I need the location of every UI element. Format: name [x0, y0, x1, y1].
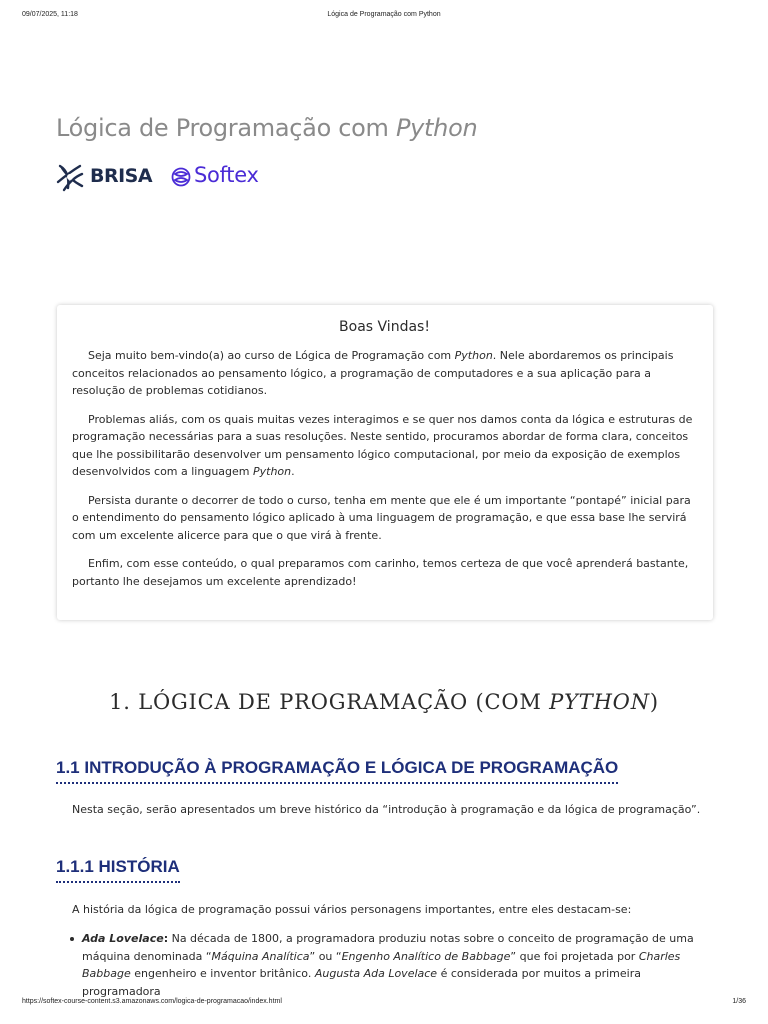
brisa-wordmark: BRISA — [90, 165, 153, 187]
history-bullet-list — [82, 930, 712, 1000]
course-title-prefix: Lógica de Programação com — [56, 114, 396, 142]
bullet-ada-lovelace — [82, 930, 712, 1000]
brisa-logo — [54, 160, 154, 194]
section-history-text: A história da lógica de programação possui vários personagens importantes, entre eles destacam-se: — [72, 903, 632, 916]
course-title — [56, 114, 477, 142]
welcome-paragraph-4: Enfim, com esse conteúdo, o qual preparamos com carinho, temos certeza de que você aprenderá bastante, portanto lhe desejamos um excelente aprendizado! — [72, 557, 689, 588]
chapter-title-python: PYTHON — [549, 690, 650, 714]
print-datetime: 09/07/2025, 11:18 — [22, 11, 78, 18]
print-header — [22, 11, 746, 23]
softex-emblem-icon — [170, 166, 192, 188]
section-history-heading-wrap — [56, 857, 180, 883]
welcome-card — [57, 305, 713, 620]
bullet-ada-i3: Charles Babbage — [82, 949, 681, 980]
softex-wordmark: Softex — [194, 163, 259, 187]
section-intro-heading-wrap — [56, 758, 618, 784]
welcome-p2-python: Python — [253, 465, 292, 478]
bullet-ada-name: Ada Lovelace — [82, 932, 164, 945]
welcome-p2-a: Problemas aliás, com os quais muitas vezes interagimos e se quer nos damos conta da lógica e estruturas de programação necessárias para a suas resoluções. Neste sentido, procuramos abordar de forma clara, conceitos que lhe possibilitarão desenvolver um pensamento lógico computacional, por meio da exposição de exemplos desenvolvidos com a linguagem — [72, 412, 693, 478]
bullet-ada-i4: Augusta Ada Lovelace — [314, 967, 438, 980]
welcome-p1-python: Python — [454, 349, 493, 362]
welcome-paragraph-2 — [72, 411, 697, 481]
bullet-ada-t2: ” ou “ — [309, 949, 342, 963]
brisa-emblem-icon — [54, 160, 86, 194]
bullet-ada-t5: é considerada por muitos a primeira programadora — [82, 967, 641, 998]
section-intro-heading — [56, 758, 618, 784]
page-number: 1/36 — [732, 998, 746, 1005]
section-history-heading-text: 1.1.1 HISTÓRIA — [56, 857, 180, 876]
print-url-link[interactable]: https://softex-course-content.s3.amazonaws.com/logica-de-programacao/index.html — [22, 998, 282, 1005]
section-intro-underline — [56, 782, 618, 784]
chapter-title-suffix: ) — [649, 690, 659, 714]
course-title-python: Python — [395, 114, 478, 142]
welcome-heading: Boas Vindas! — [339, 319, 430, 335]
print-doc-title: Lógica de Programação com Python — [327, 11, 441, 18]
section-intro-heading-text: 1.1 INTRODUÇÃO À PROGRAMAÇÃO E LÓGICA DE PROGRAMAÇÃO — [56, 758, 619, 777]
print-footer — [22, 998, 746, 1010]
bullet-ada-i1: Máquina Analítica — [211, 949, 310, 963]
welcome-paragraph-1 — [72, 347, 697, 400]
welcome-p2-b: . — [291, 465, 295, 478]
bullet-ada-t4: engenheiro e inventor britânico. — [130, 967, 315, 980]
section-history-underline — [56, 881, 180, 883]
bullet-ada-t3: ” que foi projetada por — [510, 949, 639, 963]
softex-logo — [170, 160, 270, 194]
bullet-ada-colon: : — [163, 932, 169, 945]
welcome-paragraph-3: Persista durante o decorrer de todo o curso, tenha em mente que ele é um importante “pontapé” inicial para o entendimento do pensamento lógico aplicado à uma linguagem de programação, e que essa base lhe servirá com um excelente alicerce para que o que virá à frente. — [72, 493, 691, 542]
section-history-heading — [56, 857, 180, 883]
section-intro-text: Nesta seção, serão apresentados um breve histórico da “introdução à programação e da lógica de programação”. — [72, 803, 701, 816]
welcome-p1-b: . Nele abordaremos os principais conceitos relacionados ao pensamento lógico, a programação de computadores e a sua aplicação para a resolução de problemas cotidianos. — [72, 349, 674, 397]
bullet-ada-i2: Engenho Analítico de Babbage — [341, 949, 511, 963]
chapter-title — [0, 690, 768, 714]
bullet-ada-t1: Na década de 1800, a programadora produziu notas sobre o conceito de programação de uma máquina denominada “ — [82, 932, 694, 963]
welcome-p1-a: Seja muito bem-vindo(a) ao curso de Lógica de Programação com — [88, 349, 455, 362]
chapter-title-prefix: 1. LÓGICA DE PROGRAMAÇÃO (COM — [109, 690, 550, 714]
